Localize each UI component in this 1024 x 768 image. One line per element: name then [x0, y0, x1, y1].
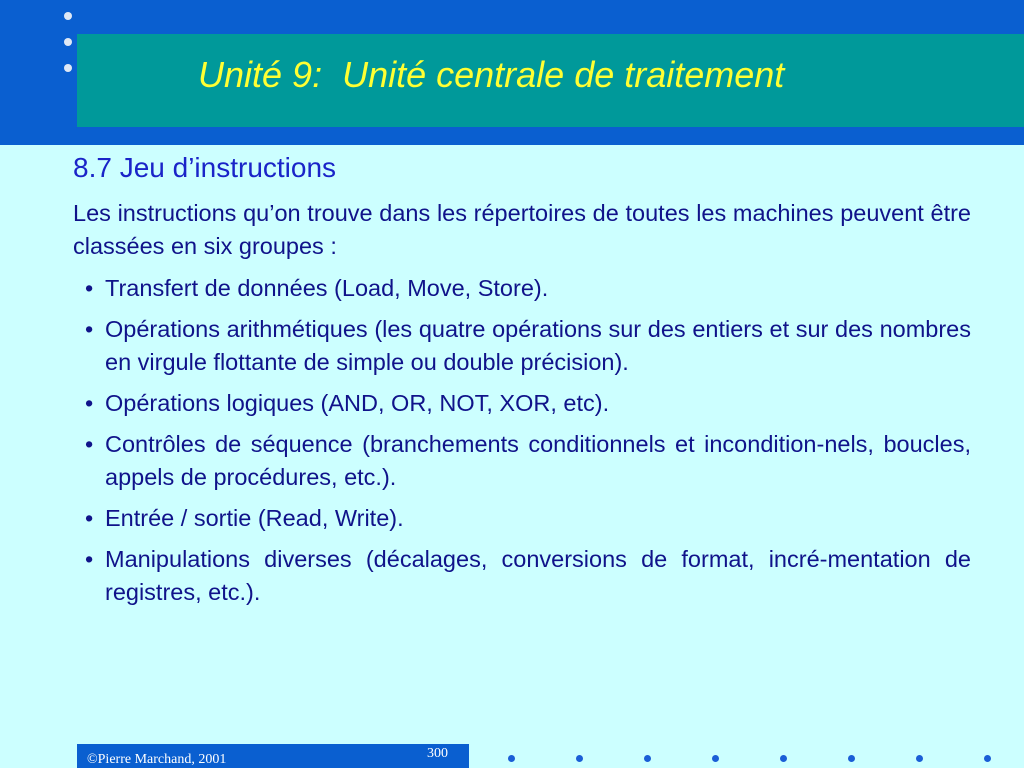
bullet-icon: •	[85, 316, 94, 342]
section-heading: 8.7 Jeu d’instructions	[73, 152, 337, 183]
bullet-list	[73, 272, 971, 609]
list-item-text: Opérations logiques (AND, OR, NOT, XOR, etc).	[105, 390, 610, 416]
bullet-icon: •	[85, 431, 94, 457]
decorative-dot	[508, 755, 515, 762]
list-item	[73, 428, 971, 494]
decorative-dot	[984, 755, 991, 762]
footer-bar	[77, 744, 469, 768]
page-number: 300	[427, 746, 448, 761]
decorative-dot	[644, 755, 651, 762]
slide-title: Unité 9: Unité centrale de traitement	[198, 54, 785, 95]
decorative-dot	[64, 64, 72, 72]
list-item	[73, 502, 971, 535]
list-item-text: Contrôles de séquence (branchements conditionnels et incondition-nels, boucles, appels de procédures, etc.).	[105, 431, 971, 490]
bullet-icon: •	[85, 275, 94, 301]
list-item	[73, 543, 971, 609]
decorative-dot	[64, 38, 72, 46]
decorative-dot	[576, 755, 583, 762]
list-item-text: Entrée / sortie (Read, Write).	[105, 505, 404, 531]
bullet-icon: •	[85, 546, 94, 572]
list-item-text: Transfert de données (Load, Move, Store).	[105, 275, 549, 301]
intro-paragraph: Les instructions qu’on trouve dans les répertoires de toutes les machines peuvent être classées en six groupes :	[73, 200, 971, 259]
decorative-dot	[916, 755, 923, 762]
list-item-text: Opérations arithmétiques (les quatre opérations sur des entiers et sur des nombres en virgule flottante de simple ou double précision).	[105, 316, 971, 375]
decorative-dot	[848, 755, 855, 762]
header-band	[0, 0, 1024, 145]
list-item	[73, 272, 971, 305]
bullet-icon: •	[85, 390, 94, 416]
decorative-dot	[712, 755, 719, 762]
decorative-dot	[780, 755, 787, 762]
copyright-text: ©Pierre Marchand, 2001	[87, 752, 227, 767]
list-item	[73, 313, 971, 379]
slide-body	[73, 197, 971, 617]
list-item	[73, 387, 971, 420]
list-item-text: Manipulations diverses (décalages, conversions de format, incré-mentation de registres, etc.).	[105, 546, 971, 605]
decorative-dot	[64, 12, 72, 20]
bullet-icon: •	[85, 505, 94, 531]
